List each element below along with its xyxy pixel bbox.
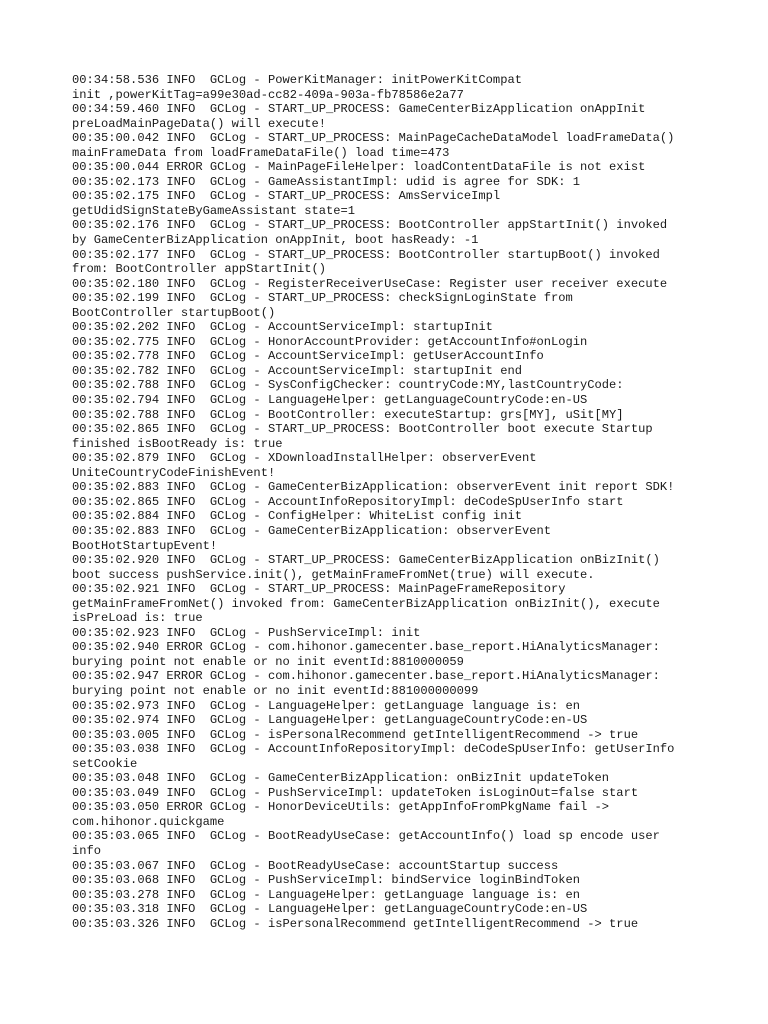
log-line: 00:35:03.005 INFO GCLog - isPersonalRecommend getIntelligentRecommend -> true — [72, 727, 639, 742]
log-line: setCookie — [72, 756, 138, 771]
log-line: 00:35:03.068 INFO GCLog - PushServiceImpl: bindService loginBindToken — [72, 873, 581, 888]
document-page — [72, 73, 712, 931]
log-line: 00:35:02.788 INFO GCLog - SysConfigChecker: countryCode:MY,lastCountryCode: — [72, 378, 624, 393]
log-line: getUdidSignStateByGameAssistant state=1 — [72, 203, 356, 218]
log-line: 00:35:02.176 INFO GCLog - START_UP_PROCESS: BootController appStartInit() invoked — [72, 218, 668, 233]
log-line: 00:35:02.865 INFO GCLog - AccountInfoRepositoryImpl: deCodeSpUserInfo start — [72, 494, 624, 509]
log-line: 00:35:02.940 ERROR GCLog - com.hihonor.gamecenter.base_report.HiAnalyticsManager: — [72, 640, 660, 655]
log-line: 00:35:03.278 INFO GCLog - LanguageHelper: getLanguage language is: en — [72, 887, 581, 902]
log-line: 00:35:02.173 INFO GCLog - GameAssistantImpl: udid is agree for SDK: 1 — [72, 174, 581, 189]
log-line: 00:35:00.042 INFO GCLog - START_UP_PROCESS: MainPageCacheDataModel loadFrameData() — [72, 131, 675, 146]
log-line: 00:35:03.067 INFO GCLog - BootReadyUseCase: accountStartup success — [72, 858, 559, 873]
log-line: BootHotStartupEvent! — [72, 538, 218, 553]
log-line: com.hihonor.quickgame — [72, 814, 225, 829]
log-line: 00:35:03.318 INFO GCLog - LanguageHelper: getLanguageCountryCode:en-US — [72, 902, 588, 917]
log-line: 00:35:02.180 INFO GCLog - RegisterReceiverUseCase: Register user receiver execute — [72, 276, 668, 291]
log-line: 00:35:03.049 INFO GCLog - PushServiceImpl: updateToken isLoginOut=false start — [72, 785, 639, 800]
log-text — [72, 73, 712, 931]
log-line: 00:35:02.782 INFO GCLog - AccountServiceImpl: startupInit end — [72, 363, 522, 378]
log-line: isPreLoad is: true — [72, 611, 203, 626]
log-line: 00:35:02.947 ERROR GCLog - com.hihonor.gamecenter.base_report.HiAnalyticsManager: — [72, 669, 660, 684]
log-line: 00:35:02.883 INFO GCLog - GameCenterBizApplication: observerEvent — [72, 523, 551, 538]
log-line: mainFrameData from loadFrameDataFile() load time=473 — [72, 145, 450, 160]
log-line: 00:35:02.175 INFO GCLog - START_UP_PROCESS: AmsServiceImpl — [72, 189, 501, 204]
log-line: 00:35:02.884 INFO GCLog - ConfigHelper: WhiteList config init — [72, 509, 522, 524]
log-line: 00:35:03.065 INFO GCLog - BootReadyUseCase: getAccountInfo() load sp encode user — [72, 829, 660, 844]
log-line: 00:35:02.923 INFO GCLog - PushServiceImpl: init — [72, 625, 421, 640]
log-line: 00:35:02.177 INFO GCLog - START_UP_PROCESS: BootController startupBoot() invoked — [72, 247, 660, 262]
log-line: 00:35:02.865 INFO GCLog - START_UP_PROCESS: BootController boot execute Startup — [72, 422, 653, 437]
log-line: 00:35:02.794 INFO GCLog - LanguageHelper: getLanguageCountryCode:en-US — [72, 393, 588, 408]
log-line: preLoadMainPageData() will execute! — [72, 116, 327, 131]
log-line: 00:35:03.048 INFO GCLog - GameCenterBizApplication: onBizInit updateToken — [72, 771, 610, 786]
log-line: UniteCountryCodeFinishEvent! — [72, 465, 276, 480]
log-line: finished isBootReady is: true — [72, 436, 283, 451]
log-line: 00:35:02.788 INFO GCLog - BootController: executeStartup: grs[MY], uSit[MY] — [72, 407, 624, 422]
log-line: 00:35:03.326 INFO GCLog - isPersonalRecommend getIntelligentRecommend -> true — [72, 916, 639, 931]
log-line: by GameCenterBizApplication onAppInit, boot hasReady: -1 — [72, 233, 479, 248]
log-line: 00:35:03.050 ERROR GCLog - HonorDeviceUtils: getAppInfoFromPkgName fail -> — [72, 800, 610, 815]
log-line: 00:35:02.921 INFO GCLog - START_UP_PROCESS: MainPageFrameRepository — [72, 582, 566, 597]
log-line: getMainFrameFromNet() invoked from: GameCenterBizApplication onBizInit(), execute — [72, 596, 660, 611]
log-line: 00:35:03.038 INFO GCLog - AccountInfoRepositoryImpl: deCodeSpUserInfo: getUserInfo — [72, 742, 675, 757]
log-line: burying point not enable or no init eventId:8810000059 — [72, 654, 464, 669]
log-line: 00:35:02.775 INFO GCLog - HonorAccountProvider: getAccountInfo#onLogin — [72, 334, 588, 349]
log-line: 00:35:02.920 INFO GCLog - START_UP_PROCESS: GameCenterBizApplication onBizInit() — [72, 553, 660, 568]
log-line: init ,powerKitTag=a99e30ad-cc82-409a-903a-fb78586e2a77 — [72, 87, 464, 102]
log-line: 00:35:02.974 INFO GCLog - LanguageHelper: getLanguageCountryCode:en-US — [72, 713, 588, 728]
log-line: 00:35:02.879 INFO GCLog - XDownloadInstallHelper: observerEvent — [72, 451, 537, 466]
log-line: info — [72, 843, 102, 858]
log-line: 00:35:00.044 ERROR GCLog - MainPageFileHelper: loadContentDataFile is not exist — [72, 160, 646, 175]
log-line: 00:35:02.973 INFO GCLog - LanguageHelper: getLanguage language is: en — [72, 698, 581, 713]
log-line: 00:35:02.883 INFO GCLog - GameCenterBizApplication: observerEvent init report SDK! — [72, 480, 675, 495]
log-line: boot success pushService.init(), getMainFrameFromNet(true) will execute. — [72, 567, 595, 582]
log-line: 00:35:02.199 INFO GCLog - START_UP_PROCESS: checkSignLoginState from — [72, 291, 573, 306]
log-line: burying point not enable or no init eventId:881000000099 — [72, 683, 479, 698]
log-line: 00:35:02.778 INFO GCLog - AccountServiceImpl: getUserAccountInfo — [72, 349, 544, 364]
log-line: BootController startupBoot() — [72, 305, 276, 320]
log-line: 00:35:02.202 INFO GCLog - AccountServiceImpl: startupInit — [72, 320, 493, 335]
log-line: 00:34:58.536 INFO GCLog - PowerKitManager: initPowerKitCompat — [72, 73, 522, 87]
log-line: 00:34:59.460 INFO GCLog - START_UP_PROCESS: GameCenterBizApplication onAppInit — [72, 102, 646, 117]
log-line: from: BootController appStartInit() — [72, 262, 327, 277]
